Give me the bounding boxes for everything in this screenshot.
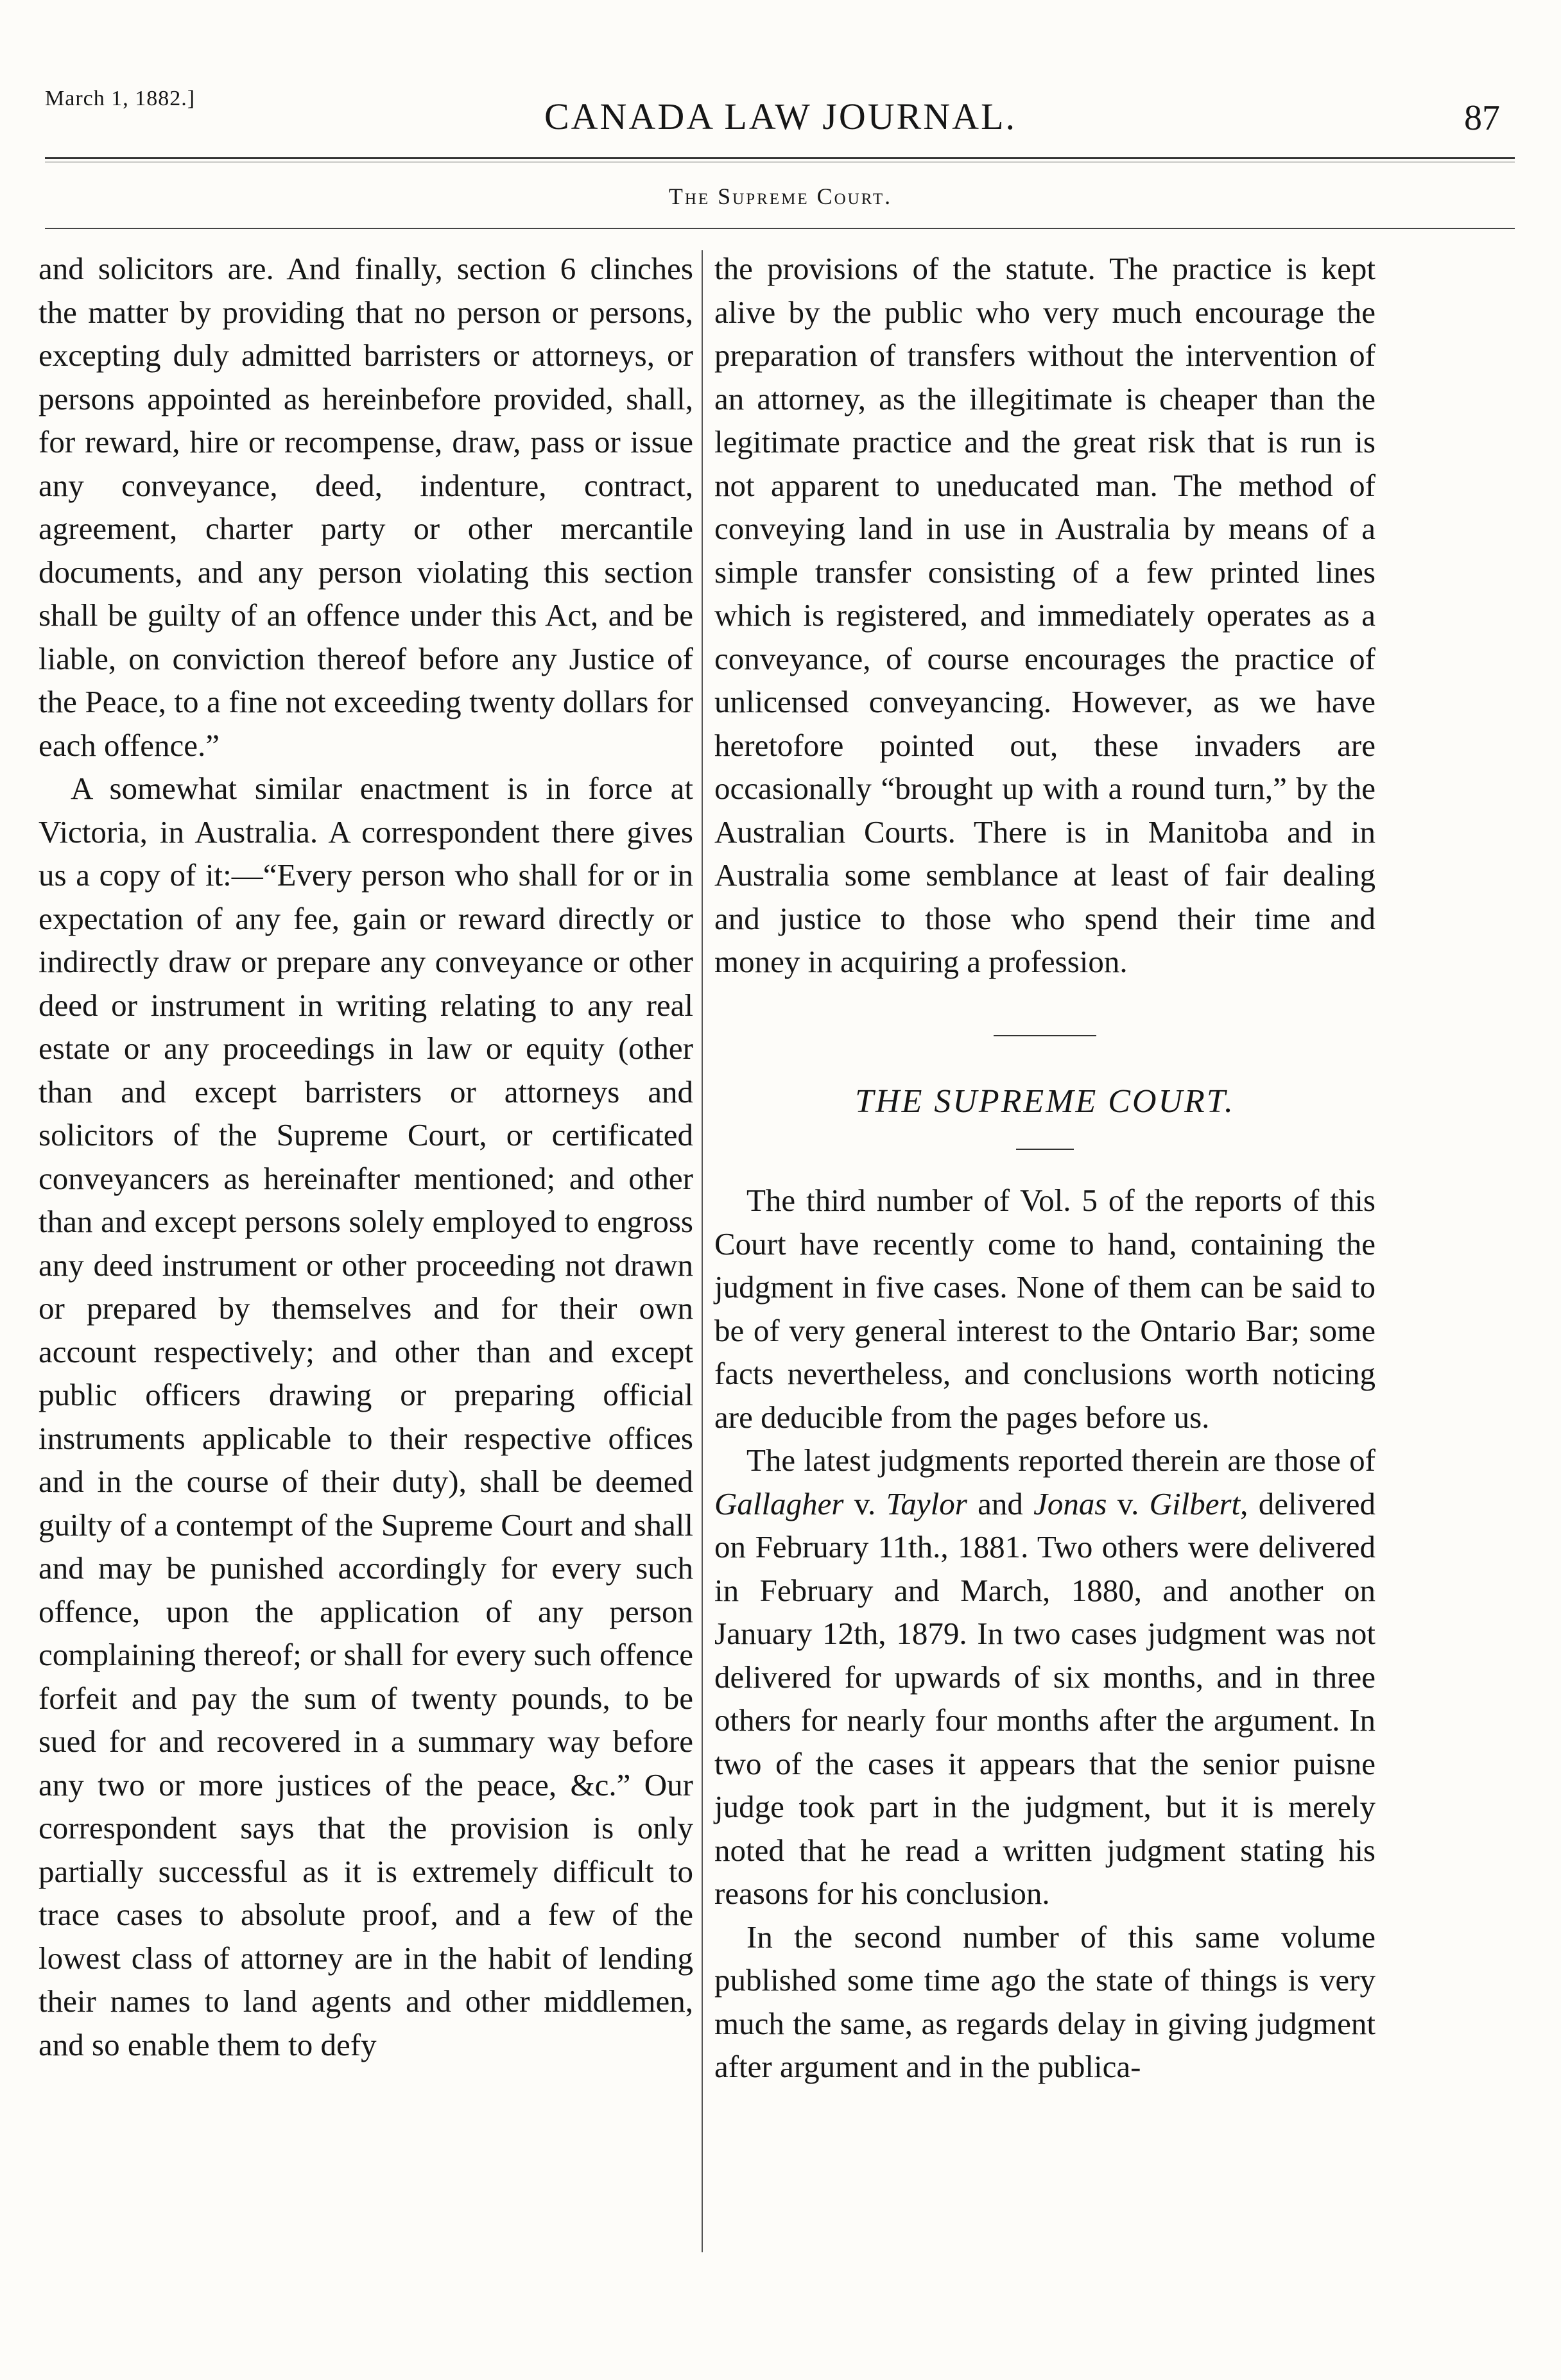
left-paragraph-1: and solicitors are. And finally, section 6 clinches the matter by providing that no person or persons, excepting duly admitted barristers or attorneys, or persons appointed as hereinbefore provided, shall, for reward, hire or recompense, draw, pass or issue any conveyance, deed, indenture, contract, agreement, charter party or other mercantile documents, and any person violating this section shall be guilty of an offence under this Act, and be liable, on conviction thereof before any Justice of the Peace, to a fine not exceeding twenty dollars for each offence.” — [39, 251, 693, 763]
article-heading: THE SUPREME COURT. — [855, 1083, 1235, 1120]
issue-date: March 1, 1882.] — [45, 87, 196, 110]
journal-title: CANADA LAW JOURNAL. — [544, 96, 1017, 137]
right-paragraph-4: In the second number of this same volume published some time ago the state of things is very much the same, as regards delay in giving judgment after argument and in the publica- — [714, 1919, 1376, 2084]
left-column — [39, 247, 693, 2066]
right-paragraph-1: the provisions of the statute. The practice is kept alive by the public who very much encourage the preparation of transfers without the intervention of an attorney, as the illegitimate is cheaper than the legitimate practice and the great risk that is run is not apparent to uneducated man. The method of conveying land in use in Australia by means of a simple transfer consisting of a few printed lines which is registered, and immediately operates as a conveyance, of course encourages the practice of unlicensed conveyancing. However, as we have heretofore pointed out, these invaders are occasionally “brought up with a round turn,” by the Australian Courts. There is in Manitoba and in Australia some semblance at least of fair dealing and justice to those who spend their time and money in acquiring a profession. — [714, 251, 1376, 979]
running-section-title: The Supreme Court. — [668, 184, 893, 209]
case-name: Jonas — [1033, 1485, 1107, 1521]
section-rule — [45, 228, 1515, 229]
right-paragraph-2: The third number of Vol. 5 of the reports of this Court have recently come to hand, containing the judgment in five cases. None of them can be said to be of very general interest to the Ontario Bar; some facts nevertheless, and conclusions worth noticing are deducible from the pages before us. — [714, 1183, 1376, 1435]
header-rule — [45, 157, 1515, 159]
page-number: 87 — [1464, 98, 1500, 138]
case-name: Gilbert — [1149, 1485, 1241, 1521]
case-name: Taylor — [886, 1485, 967, 1521]
right-paragraph-3: The latest judgments reported therein are those of Gallagher v. Taylor and Jonas v. Gilbert, delivered on February 11th., 1881. Two others were delivered in February and March, 1880, and another on January 12th, 1879. In two cases judgment was not delivered for upwards of six months, and in three others for nearly four months after the argument. In two of the cases it appears that the senior puisne judge took part in the judgment, but it is merely noted that he read a written judgment stating his reasons for his conclusion. — [714, 1443, 1376, 1911]
left-paragraph-2: A somewhat similar enactment is in force at Victoria, in Australia. A correspondent there gives us a copy of it:—“Every person who shall for or in expectation of any fee, gain or reward directly or indirectly draw or prepare any conveyance or other deed or instrument in writing relating to any real estate or any proceedings in law or equity (other than and except barristers or attorneys and solicitors of the Supreme Court, or certificated conveyancers as hereinafter mentioned; and other than and except persons solely employed to engross any deed instrument or other proceeding not drawn or prepared by themselves and for their own account respectively; and other than and except public officers drawing or preparing official instruments applicable to their respective offices and in the course of their duty), shall be deemed guilty of a contempt of the Supreme Court and shall and may be punished accordingly for every such offence, upon the application of any person complaining thereof; or shall for every such offence forfeit and pay the sum of twenty pounds, to be sued for and recovered in a summary way before any two or more justices of the peace, &c.” Our correspondent says that the provision is only partially successful as it is extremely difficult to trace cases to absolute proof, and a few of the lowest class of attorney are in the habit of lending their names to land agents and other middlemen, and so enable them to defy — [39, 771, 693, 2062]
right-column — [714, 247, 1376, 2089]
case-name: Gallagher — [714, 1485, 844, 1521]
page-header — [0, 0, 1561, 209]
column-divider — [702, 250, 703, 2252]
